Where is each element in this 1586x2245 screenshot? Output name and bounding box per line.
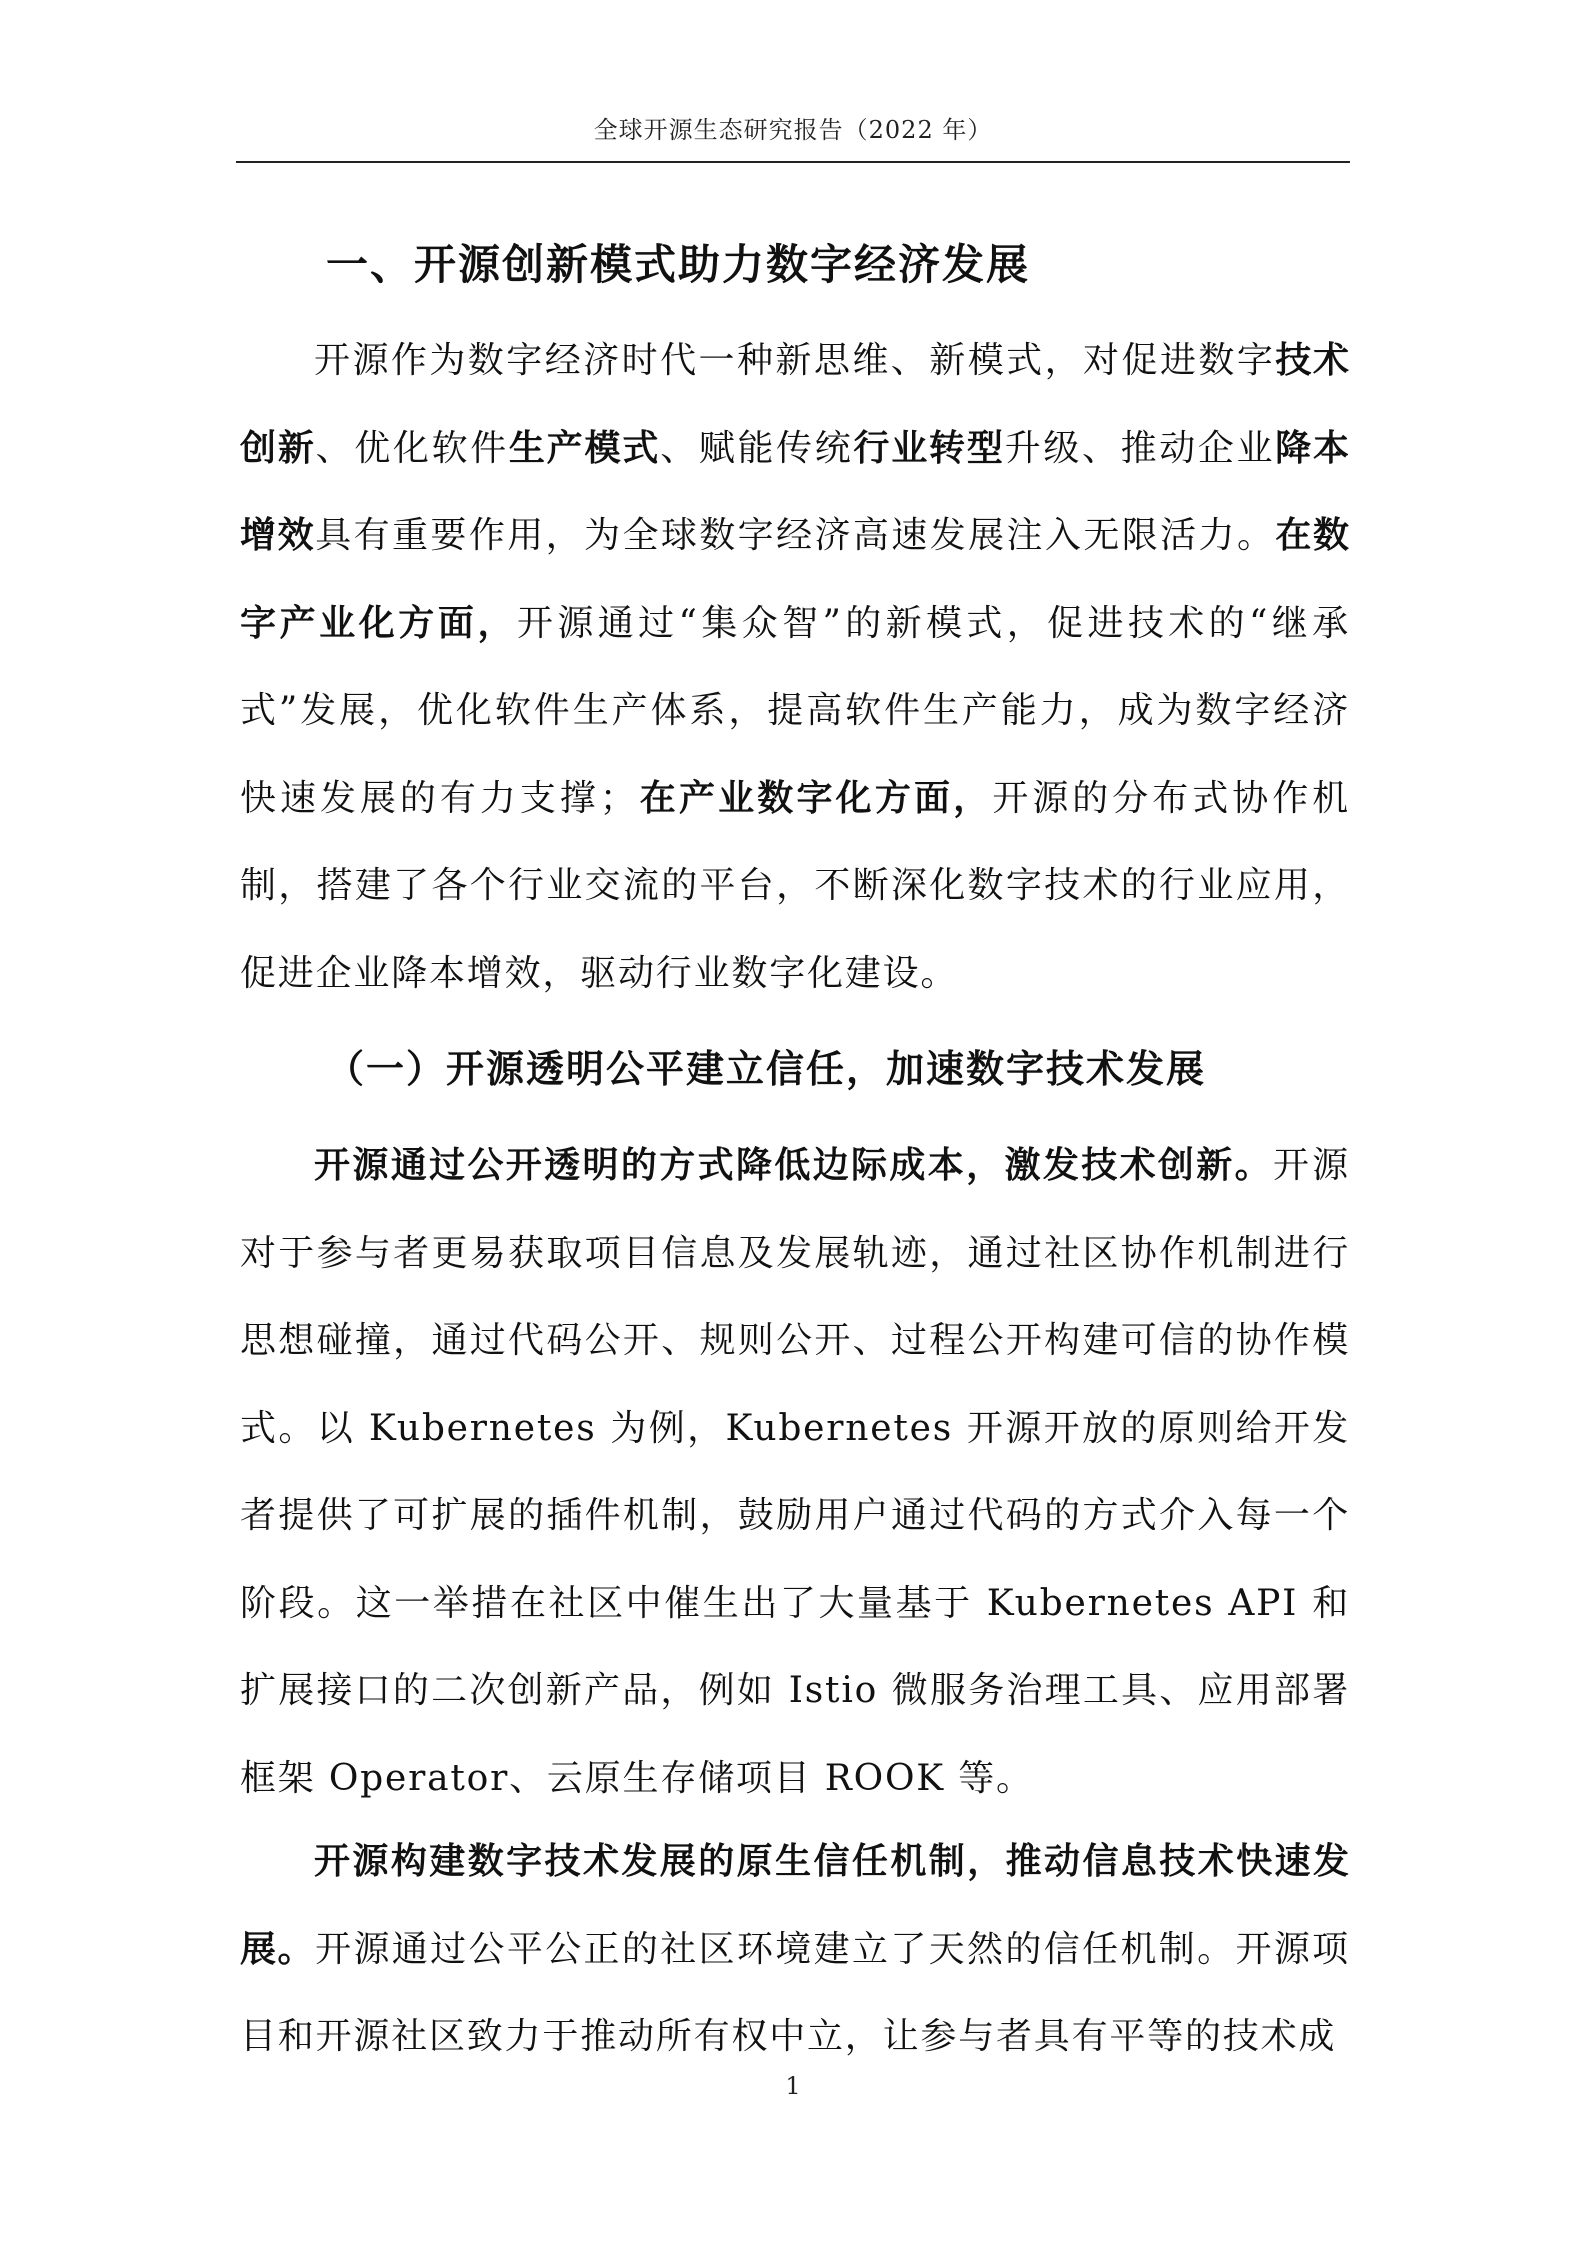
text-run: 、赋能传统 (660, 427, 854, 469)
text-run: 升级、推动企业 (1004, 427, 1276, 469)
section-heading: 一、开源创新模式助力数字经济发展 (326, 240, 1031, 289)
text-run: 开源的分布式协作机制，搭建了各个行业交流的平台，不断深化数字技术的行业应用，促进企业降本增效，驱动行业数字化建设。 (240, 777, 1350, 994)
bold-run: 生产模式 (508, 427, 661, 469)
text-run: 、优化软件 (315, 427, 509, 469)
bold-run: 技术创新 (240, 340, 1350, 469)
page-header: 全球开源生态研究报告（2022 年） (593, 116, 993, 144)
subsection-heading: （一）开源透明公平建立信任，加速数字技术发展 (326, 1047, 1207, 1091)
page-number: 1 (785, 2072, 801, 2100)
bold-run: 开源通过公开透明的方式降低边际成本，激发技术创新。 (314, 1145, 1274, 1186)
text-run: 开源作为数字经济时代一种新思维、新模式，对促进数字 (314, 340, 1276, 381)
text-run: 具有重要作用，为全球数字经济高速发展注入无限活力。 (315, 515, 1276, 556)
text-run: 开源通过公平公正的社区环境建立了天然的信任机制。开源项目和开源社区致力于推动所有权中立，让参与者具有平等的技术成 (240, 1928, 1350, 2057)
paragraph-trust-mechanism (240, 1818, 1350, 2081)
text-run: 开源对于参与者更易获取项目信息及发展轨迹，通过社区协作机制进行思想碰撞，通过代码公开、规则公开、过程公开构建可信的协作模式。以 Kubernetes 为例，Kubernetes 开源开放的原则给开发者提供了可扩展的插件机制，鼓励用户通过代码的方式介入每一个阶段。这一举措在社区中催生出了大量基于 Kubernetes API 和扩展接口的二次创新产品，例如 Istio 微服务治理工具、应用部署框架 Operator、云原生存储项目 ROOK 等。 (240, 1145, 1350, 1799)
paragraph-transparency (240, 1122, 1350, 1822)
bold-run: 降本增效 (240, 427, 1350, 556)
bold-run: 行业转型 (853, 427, 1005, 469)
text-run: 开源通过“集众智”的新模式，促进技术的“继承式”发展，优化软件生产体系，提高软件生产能力，成为数字经济快速发展的有力支撑； (240, 602, 1350, 819)
bold-run: 在产业数字化方面， (637, 777, 993, 819)
bold-run: 在数字产业化方面， (240, 515, 1350, 644)
bold-run: 开源构建数字技术发展的原生信任机制，推动信息技术快速发展。 (240, 1841, 1350, 1970)
paragraph-digital-economy (240, 317, 1350, 1017)
header-divider (236, 161, 1350, 163)
